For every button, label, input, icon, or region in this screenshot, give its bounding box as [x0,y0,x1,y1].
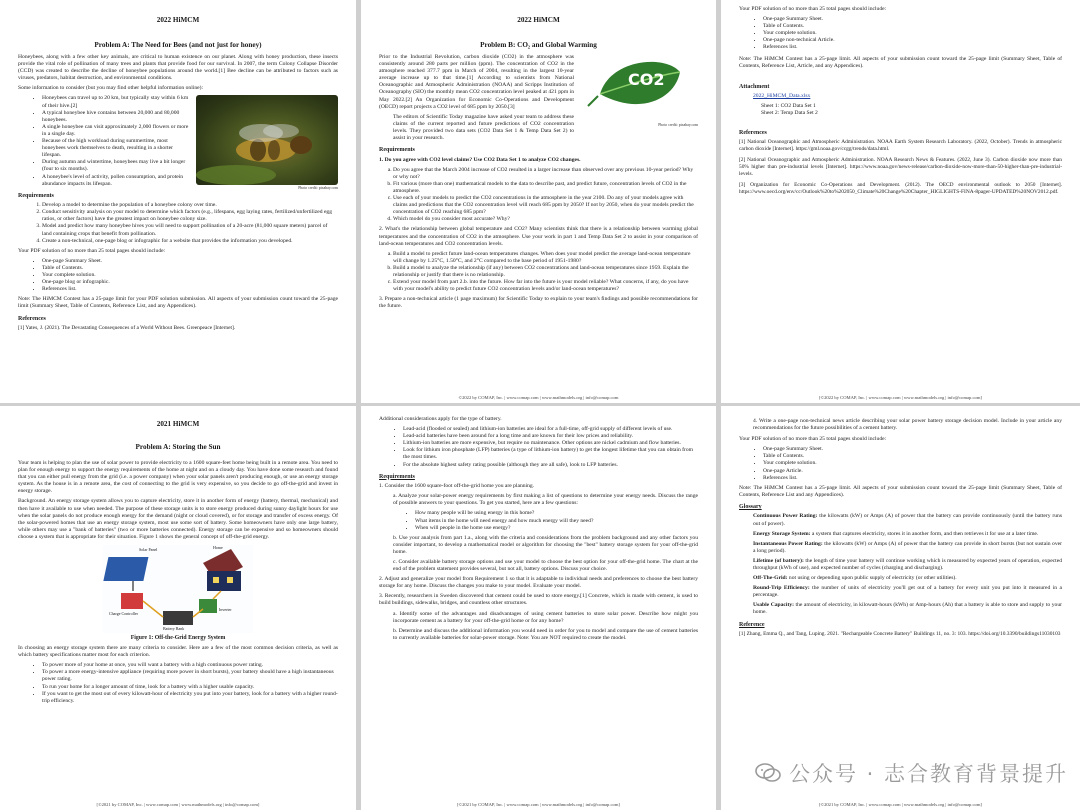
list-item: • Lead-acid (flooded or sealed) and lithium-ion batteries are ideal for a full-time, off-grid supply of different levels of use. [403,426,698,433]
questions-list [379,510,698,531]
glossary-entry: Off-The-Grid: not using or depending upon public supply of electricity (or other utilities). [753,575,957,582]
intro-paragraph: Prior to the Industrial Revolution, carbon dioxide (CO2) in the atmosphere was consistently around 280 parts per million (ppm). The concentration of CO2 in the atmosphere reached 377.7 ppm in March of 2004, resulting in the largest 10-year average increase up to that time.[1] According to scientists from National Oceanographic and Atmospheric Administration (NOAA) and Scripps Institution of Oceanography (SIO) the monthly mean CO2 concentration level peaked at 421 ppm in May 2022.[2] An Organization for Economic Co-Operations and Development (OECD) report projects a CO2 level of 685 ppm by 2050.[3] [379,54,574,110]
question-3: 3. Prepare a non-technical article (1 page maximum) for Scientific Today to explain to your team's findings and possible recommendations for the future. [379,296,698,310]
bee-photo [196,95,338,185]
sheet-2: Sheet 2: Temp Data Set 2 [761,110,818,117]
requirement-1: 1. Consider the 1600 square-foot off-the-grid home you are planning. [379,483,535,490]
note-paragraph: Note: The HiMCM Contest has a 25-page limit. All aspects of your submission count toward the 25-page limit (Summary Sheet, Table of Contents, Reference List and any Appendices). [739,484,1062,498]
requirement-3a: a. Identify some of the advantages and disadvantages of using cement batteries to store solar power. Describe how might you incorporate cement as a battery for your off-the-grid home or for any home? [393,610,698,624]
pdf-items-list [739,16,1062,51]
requirement-1b: b. Use your analysis from part 1.a., along with the criteria and considerations from the problem background and any other factors you consider important, to develop a mathematical model or algorithm for choosing the "best" battery storage system for your off-the-grid home. [393,534,698,555]
requirement-1c: c. Consider available battery storage options and use your model to choose the best option for your off-the-grid home. The chart at the end of the problem statement provides several, but not all, battery options. Discuss your choice. [393,559,698,573]
intro-paragraph: Honeybees, along with a few other key animals, are critical to human existence on our planet. Along with honey production, these insects provide the vital role of pollination of many trees and plants that provide food for our survival. In 2007, the term Colony Collapse Disorder (CCD) was created to describe the decline of honeybee populations around the world.[1] Bee decline can be attributed to factors such as viruses, predators, habitat destruction, and environmental conditions. [18,54,338,82]
requirement-4: 4. Write a one-page non-technical news article describing your solar power battery storage decision model. Include in your article any recommendations for the future possibilities of a cement battery. [753,418,1062,432]
references-heading: References [18,315,46,322]
list-item: • How many people will be using energy in this home? [415,510,698,517]
list-item: • For the absolute highest safety rating possible (although they are all safe), look to LFP batteries. [403,462,698,469]
requirement-1a: a. Analyze your solar-power energy requirements by first making a list of questions to determine your energy needs. Discuss the range of possible answers to your questions. To get you started, here are a few questions: [393,493,698,507]
list-item: • References list. [763,44,1062,51]
diagram-label: Charge Controller [109,611,138,617]
co2-image-label: CO2 [628,70,665,89]
page-storing-the-sun-continued [361,406,716,810]
list-item: • Your complete solution. [42,272,338,279]
list-item: • Look for lithium iron phosphate (LFP) batteries (a type of lithium-ion battery) to get the longest lifetime that you can obtain from the most times. [403,447,698,461]
diagram-label: Battery Bank [163,626,185,632]
list-item: • To power more of your home at once, you will want a battery with a high continuous power rating. [42,662,338,669]
list-item: a. Do you agree that the March 2004 increase of CO2 resulted in a larger increase than observed over any previous 10-year period? Why or why not? [393,167,698,181]
list-item: c. Extend your model from part 2.b. into the future. How far into the future is your model reliable? What concerns, if any, do you have with your model's ability to predict future CO2 concentration levels and/or land-ocean temperatures? [393,279,698,293]
background-paragraph: Background. An energy storage system allows you to capture electricity, store it in another form of energy (battery, thermal, mechanical) and then have it available to use when needed. The purpose of these storage units is to store energy produced during sunny daylight hours for use when the solar panels do not produce enough energy for the demand (night or cloud covered), or for storage and transfer of excess energy. Of the solar-powered homes that use an energy storage system, most use some sort of battery. Some homeowners have only one large battery, while others may use a "bank of batteries" (two or more batteries connected). Energy storage can be expensive and so homeowners should choose a system that is appropriate for their situation. Figure 1 shows the general concept of off-the-grid energy. [18,498,338,540]
page-footer: [©2021 by COMAP, Inc. | www.comap.com | www.mathmodels.org | info@comap.com] [457,802,620,807]
list-item: • One-page blog or infographic. [42,279,338,286]
list-item: • What items in the home will need energy and how much energy will they need? [415,518,698,525]
page-footer: [©2021 by COMAP, Inc. | www.comap.com | www.mathmodels.org | info@comap.com] [96,802,260,807]
references-heading: References [739,129,767,136]
problem-title: Problem A: Storing the Sun [135,443,221,451]
question-1-list [379,167,698,224]
list-item: • One-page Summary Sheet. [42,258,338,265]
page-problem-b-co2 [361,0,716,403]
reference-item: [1] National Oceanographic and Atmospheric Administration. NOAA Earth System Research Laboratory. (2022, October). Trends in atmospheric carbon dioxide [Internet]. https://gml.noaa.gov/ccgg/trends/data.html. [739,139,1062,153]
list-item: • References list. [763,475,1062,482]
problem-title: Problem B: CO₂ and Global Warming [480,41,597,49]
page-storing-the-sun [0,406,356,810]
requirement-3b: b. Determine and discuss the additional information you would need in order for you to model and compare the use of cement batteries to currently available batteries for solar-power storage. Note: You are NOT required to create the model. [393,627,698,641]
list-item: • One-page Summary Sheet. [763,16,1062,23]
diagram-label: Solar Panel [139,547,158,553]
pdf-intro: Your PDF solution of no more than 25 total pages should include: [18,247,166,254]
pdf-intro: Your PDF solution of no more than 25 total pages should include: [739,436,887,443]
off-grid-diagram [103,545,253,633]
note-paragraph: Note: The HiMCM Contest has a 25-page limit. All aspects of your submission count toward the 25-page limit (Summary Sheet, Table of Contents, Reference List, Article, and any Appendices). [739,55,1062,69]
figure-caption: Figure 1: Off-the-Grid Energy System [130,635,226,642]
requirement-3: 3. Recently, researchers in Sweden discovered that cement could be used to store energy.[1] Concrete, which is made with cement, is used to build buildings, sidewalks, bridges, and countless other structures. [379,593,698,607]
image-credit: Photo credit: pixabay.com [658,123,698,127]
watermark-text: 公众号 · 志合教育背景提升 [788,762,1068,786]
reference-item: [1] Zhang, Emma Q., and Tang, Luping. 2021. "Rechargeable Concrete Battery" Buildings 11, no. 3: 103. https://doi.org/10.3390/buildings11030103 [739,631,1061,638]
list-item: • Because of the high workload during summertime, most honeybees work themselves to death, resulting in a shorter lifespan. [42,138,338,159]
requirements-list [18,202,338,245]
glossary-entry: Instantaneous Power Rating: the kilowatts (kW) or Amps (A) of power that the battery can provide in short bursts (but not sustain over a long period). [753,540,1062,554]
question-1: 1. Do you agree with CO2 level claims? Use CO2 Data Set 1 to analyze CO2 changes. [379,156,581,163]
list-item: • One-page Summary Sheet. [763,446,1062,453]
list-item: • During autumn and wintertime, honeybees may live a bit longer (four to six months). [42,159,338,173]
reference-item: [3] Organization for Economic Co-Operations and Development. (2012). The OECD environmental outlook to 2050 [Internet]. https://www.oecd.org/env/cc/Outlook%20to%202050_Climate%20Change%20Chapter_HIGLIGHTS-FINA-8pager-UPDATED%20NOV2012.pdf. [739,182,1062,196]
diagram-label: Inverter [219,607,232,613]
criteria-list [18,662,338,705]
glossary-entry: Continuous Power Rating: the kilowatts (kW) or Amps (A) of power that the battery can provide continuously (until the battery runs out of power). [753,513,1063,527]
list-item: c. Use each of your models to predict the CO2 concentrations in the atmosphere in the year 2100. Do any of your models agree with claims and predictions that the CO2 concentration level will reach 685 ppm by 2050? If not by 2050, when do your models predict the concentration of CO2 reaching 685 ppm? [393,195,698,216]
page-footer: [©2021 by COMAP, Inc. | www.comap.com | www.mathmodels.org | info@comap.com] [819,802,982,807]
list-item: • Honeybees can travel up to 20 km, but typically stay within 6 km of their hive.[2] [42,95,338,109]
wechat-icon [755,762,781,784]
bee-figure [196,95,338,190]
pdf-items-list [18,258,338,293]
glossary-entry: Round-Trip Efficiency: the number of units of electricity you'll get out of a battery for every unit you put into it measured in a percentage. [753,585,1062,599]
list-item: a. Build a model to predict future land-ocean temperatures changes. When does your model predict the average land-ocean temperature will change by 1.25°C, 1.50°C, and 2°C compared to the base period of 1951-1980? [393,251,698,265]
page-footer: [©2022 by COMAP, Inc. | www.comap.com | www.mathmodels.org | info@comap.com] [819,395,982,400]
list-item: • To run your home for a longer amount of time, look for a battery with a higher usable capacity. [42,684,338,691]
co2-figure [580,54,698,127]
attachment-link[interactable]: 2022_HiMCM_Data.xlsx [753,93,811,100]
page-storing-the-sun-glossary [721,406,1080,810]
glossary-entry: Energy Storage System: a system that captures electricity, stores it in another form, and then retrieves it for use at a later time. [753,530,1039,537]
image-credit: Photo credit: pixabay.com [298,186,338,191]
co2-leaf-image [580,54,698,122]
reference-heading: Reference [739,621,765,628]
list-item: • One-page non-technical Article. [763,37,1062,44]
list-item: • Table of Contents. [42,265,338,272]
question-2-list [379,251,698,294]
list-item: • Lead-acid batteries have been around for a long time and are known for their low prices and reliability. [403,433,698,440]
intro-paragraph: Your team is helping to plan the use of solar power to provide electricity to a 1600 square-feet home being built in a remote area. You need to plan for enough energy to support the energy requirements of the home at night and on a cloudy day. You have done some research and found that you can either pull energy from the grid (i.e. a power company) when your solar panels aren't producing enough, or use an energy storage system. As the house is in a remote area, the cost of connecting to the grid is very expensive, so you decide to go off-the-grid and invest in energy storage. [18,460,338,495]
list-item: • Table of Contents. [763,23,1062,30]
list-item: b. Fit various (more than one) mathematical models to the data to describe past, and predict future, concentration levels of CO2 in the atmosphere. [393,181,698,195]
glossary-heading: Glossary [739,503,762,510]
list-item: • One-page Article. [763,468,1062,475]
info-intro: Some information to consider (but you may find other helpful information online): [18,85,204,92]
reference-item: [1] Yates, J. (2021). The Devastating Consequences of a World Without Bees. Greenpeace [Internet]. [18,325,236,331]
note-paragraph: Note: The HiMCM Contest has a 25-page limit for your PDF solution submission. All aspects of your submission count toward the 25-page limit (Summary Sheet, Table of Contents, Reference List, and any Appendices). [18,296,338,310]
reference-item: [2] National Oceanographic and Atmospheric Administration. NOAA Research News & Features. (2022, June 3). Carbon dioxide now more than 50% higher than pre-industrial levels [Internet]. https://www.noaa.gov/news-release/carbon-dioxide-now-more-than-50-higher-than-pre-industrial-levels. [739,157,1062,178]
glossary-entry: Lifetime (of battery): the length of time your battery will continue working which is measured by expected years of operation, expected throughput (kWh of use), and expected number of cycles (charging and discharging). [753,557,1062,571]
list-item: • Your complete solution. [763,30,1062,37]
page-problem-a-bees [0,0,356,403]
list-item: 3. Model and predict how many honeybee hives you will need to support pollination of a 20-acre (81,000 square meters) parcel of land containing crops that benefit from pollination. [42,223,338,237]
list-item: • If you want to get the most out of every kilowatt-hour of electricity you put into your battery, look for a battery with a higher round-trip efficiency. [42,691,338,705]
wechat-watermark [755,758,1068,788]
page-title: 2021 HiMCM [156,420,200,428]
page-footer: ©2022 by COMAP, Inc. | www.comap.com | www.mathmodels.org | info@comap.com [458,395,619,400]
list-item: 1. Develop a model to determine the population of a honeybee colony over time. [42,202,338,209]
criteria-paragraph: In choosing an energy storage system there are many criteria to consider. Here are a few of the most common decision criteria, as well as which battery specifications matter most for each criterion. [18,645,338,659]
editors-paragraph: The editors of Scientific Today magazine have asked your team to address these claims of the current reported and future predictions of CO2 concentration levels. They provided two data sets (CO2 Data Set 1 & Temp Data Set 2) to assist in your research. [393,113,574,142]
list-item: • A typical honeybee hive contains between 20,000 and 80,000 honeybees. [42,110,338,124]
list-item: • References list. [42,286,338,293]
diagram-label: Home [213,545,223,551]
sheet-1: Sheet 1: CO2 Data Set 1 [761,103,816,110]
pdf-items-list [739,446,1062,481]
additional-intro: Additional considerations apply for the type of battery. [379,416,502,422]
list-item: b. Build a model to analyze the relationship (if any) between CO2 concentrations and land-ocean temperatures since 1959. Explain the relationship or justify that there is no relationship. [393,265,698,279]
requirements-heading: Requirements [379,473,415,480]
requirement-2: 2. Adjust and generalize your model from Requirement 1 so that it is adaptable to individual needs and preferences to choose the best battery storage for any home. Discuss the changes you make to your model. Evaluate your model. [379,576,698,590]
list-item: • A single honeybee can visit approximately 2,000 flowers or more in a single day. [42,124,338,138]
pdf-intro: Your PDF solution of no more than 25 total pages should include: [739,6,887,12]
list-item: 2. Conduct sensitivity analysis on your model to determine which factors (e.g., lifespans, egg laying rates, fertilized/unfertilized egg ratios, or other factors) have the greatest impact on honeybee colony size. [42,209,338,223]
list-item: • Table of Contents. [763,453,1062,460]
page-problem-b-continued [721,0,1080,403]
list-item: 4. Create a non-technical, one-page blog or infographic for a website that provides the information you developed. [42,238,338,245]
list-item: d. Which model do you consider most accurate? Why? [393,216,698,223]
page-title: 2022 HiMCM [156,16,200,24]
battery-types-list [379,426,698,469]
list-item: • A honeybee's level of activity, pollen consumption, and protein abundance impacts its lifespan. [42,174,338,188]
list-item: • When will people in the home use energy? [415,525,698,532]
list-item: • Your complete solution. [763,460,1062,467]
page-title: 2022 HiMCM [517,16,560,24]
question-2: 2. What's the relationship between global temperature and CO2? Many scientists think that there is a relationship between warming global temperatures and the concentration of CO2 in the atmosphere. Use your work in part 1 and Temp Data Set 2 to assist in your comparison of land-ocean temperatures and CO2 concentration levels. [379,226,698,247]
attachment-heading: Attachment [739,83,770,90]
problem-title: Problem A: The Need for Bees (and not just for honey) [94,41,262,49]
list-item: • To power a more energy-intensive appliance (requiring more power in short bursts), your battery should have a high instantaneous power rating. [42,669,338,683]
requirements-heading: Requirements [379,147,415,154]
list-item: • Lithium-ion batteries are more expensive, but require no maintenance. Other options are nickel cadmium and flow batteries. [403,440,698,447]
requirements-heading: Requirements [18,192,54,199]
glossary-entry: Usable Capacity: the amount of electricity, in kilowatt-hours (kWh) or Amp-hours (Ah) that a battery is able to store and supply to your home. [753,602,1062,616]
